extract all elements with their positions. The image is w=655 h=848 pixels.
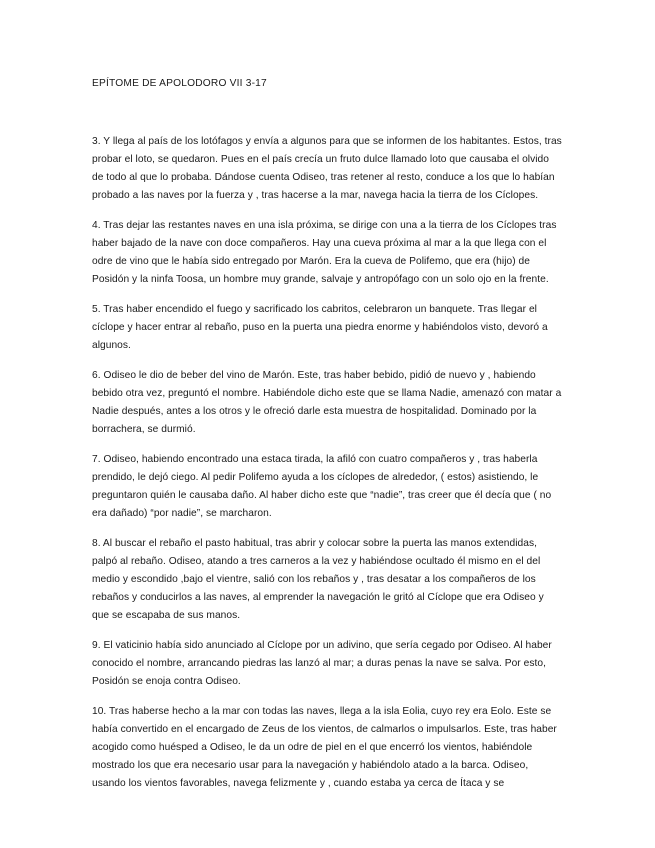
paragraph-6: 6. Odiseo le dio de beber del vino de Marón. Este, tras haber bebido, pidió de nuevo y , habiendo bebido otra vez, preguntó el nombre. Habiéndole dicho este que se llama Nadie, amenazó con matar a Nadie después, antes a los otros y le ofreció darle esta muestra de hospitalidad. Dominado por la borrachera, se durmió. xyxy=(92,370,562,435)
paragraph-7: 7. Odiseo, habiendo encontrado una estaca tirada, la afiló con cuatro compañeros y , tras haberla prendido, le dejó ciego. Al pedir Polifemo ayuda a los cíclopes de alrededor, ( estos) asistiendo, le preguntaron quién le causaba daño. Al haber dicho este que “nadie”, tras creer que él decía que ( no era dañado) “por nadie”, se marcharon. xyxy=(92,454,552,519)
paragraph-5: 5. Tras haber encendido el fuego y sacrificado los cabritos, celebraron un banquete. Tras llegar el cíclope y hacer entrar al rebaño, puso en la puerta una piedra enorme y habiéndolos visto, devoró a algunos. xyxy=(92,304,548,351)
document-title: EPÍTOME DE APOLODORO VII 3-17 xyxy=(92,78,267,89)
document-body xyxy=(92,133,563,793)
paragraph-8: 8. Al buscar el rebaño el pasto habitual, tras abrir y colocar sobre la puerta las manos extendidas, palpó al rebaño. Odiseo, atando a tres carneros a la vez y habiéndose ocultado él mismo en el del medio y escondido ,bajo el vientre, salió con los rebaños y , tras desatar a los compañeros de los rebaños y conducirlos a las naves, al emprender la navegación le gritó al Cíclope que era Odiseo y que se escapaba de sus manos. xyxy=(92,538,544,621)
paragraph-10: 10. Tras haberse hecho a la mar con todas las naves, llega a la isla Eolia, cuyo rey era Eolo. Este se había convertido en el encargado de Zeus de los vientos, de calmarlos o impulsarlos. Este, tras haber acogido como huésped a Odiseo, le da un odre de piel en el que encerró los vientos, habiéndole mostrado los que era necesario usar para la navegación y habiéndolo atado a la barca. Odiseo, usando los vientos favorables, navega felizmente y , cuando estaba ya cerca de Ítaca y se xyxy=(92,706,557,789)
paragraph-3: 3. Y llega al país de los lotófagos y envía a algunos para que se informen de los habitantes. Estos, tras probar el loto, se quedaron. Pues en el país crecía un fruto dulce llamado loto que causaba el olvido de todo al que lo probaba. Dándose cuenta Odiseo, tras retener al resto, conduce a los que lo habían probado a las naves por la fuerza y , tras hacerse a la mar, navega hacia la tierra de los Cíclopes. xyxy=(92,136,562,201)
paragraph-4: 4. Tras dejar las restantes naves en una isla próxima, se dirige con una a la tierra de los Cíclopes tras haber bajado de la nave con doce compañeros. Hay una cueva próxima al mar a la que llega con el odre de vino que le había sido entregado por Marón. Era la cueva de Polifemo, que era (hijo) de Posidón y la ninfa Toosa, un hombre muy grande, salvaje y antropófago con un solo ojo en la frente. xyxy=(92,220,557,285)
paragraph-9: 9. El vaticinio había sido anunciado al Cíclope por un adivino, que sería cegado por Odiseo. Al haber conocido el nombre, arrancando piedras las lanzó al mar; a duras penas la nave se salva. Por esto, Posidón se enoja contra Odiseo. xyxy=(92,640,552,687)
